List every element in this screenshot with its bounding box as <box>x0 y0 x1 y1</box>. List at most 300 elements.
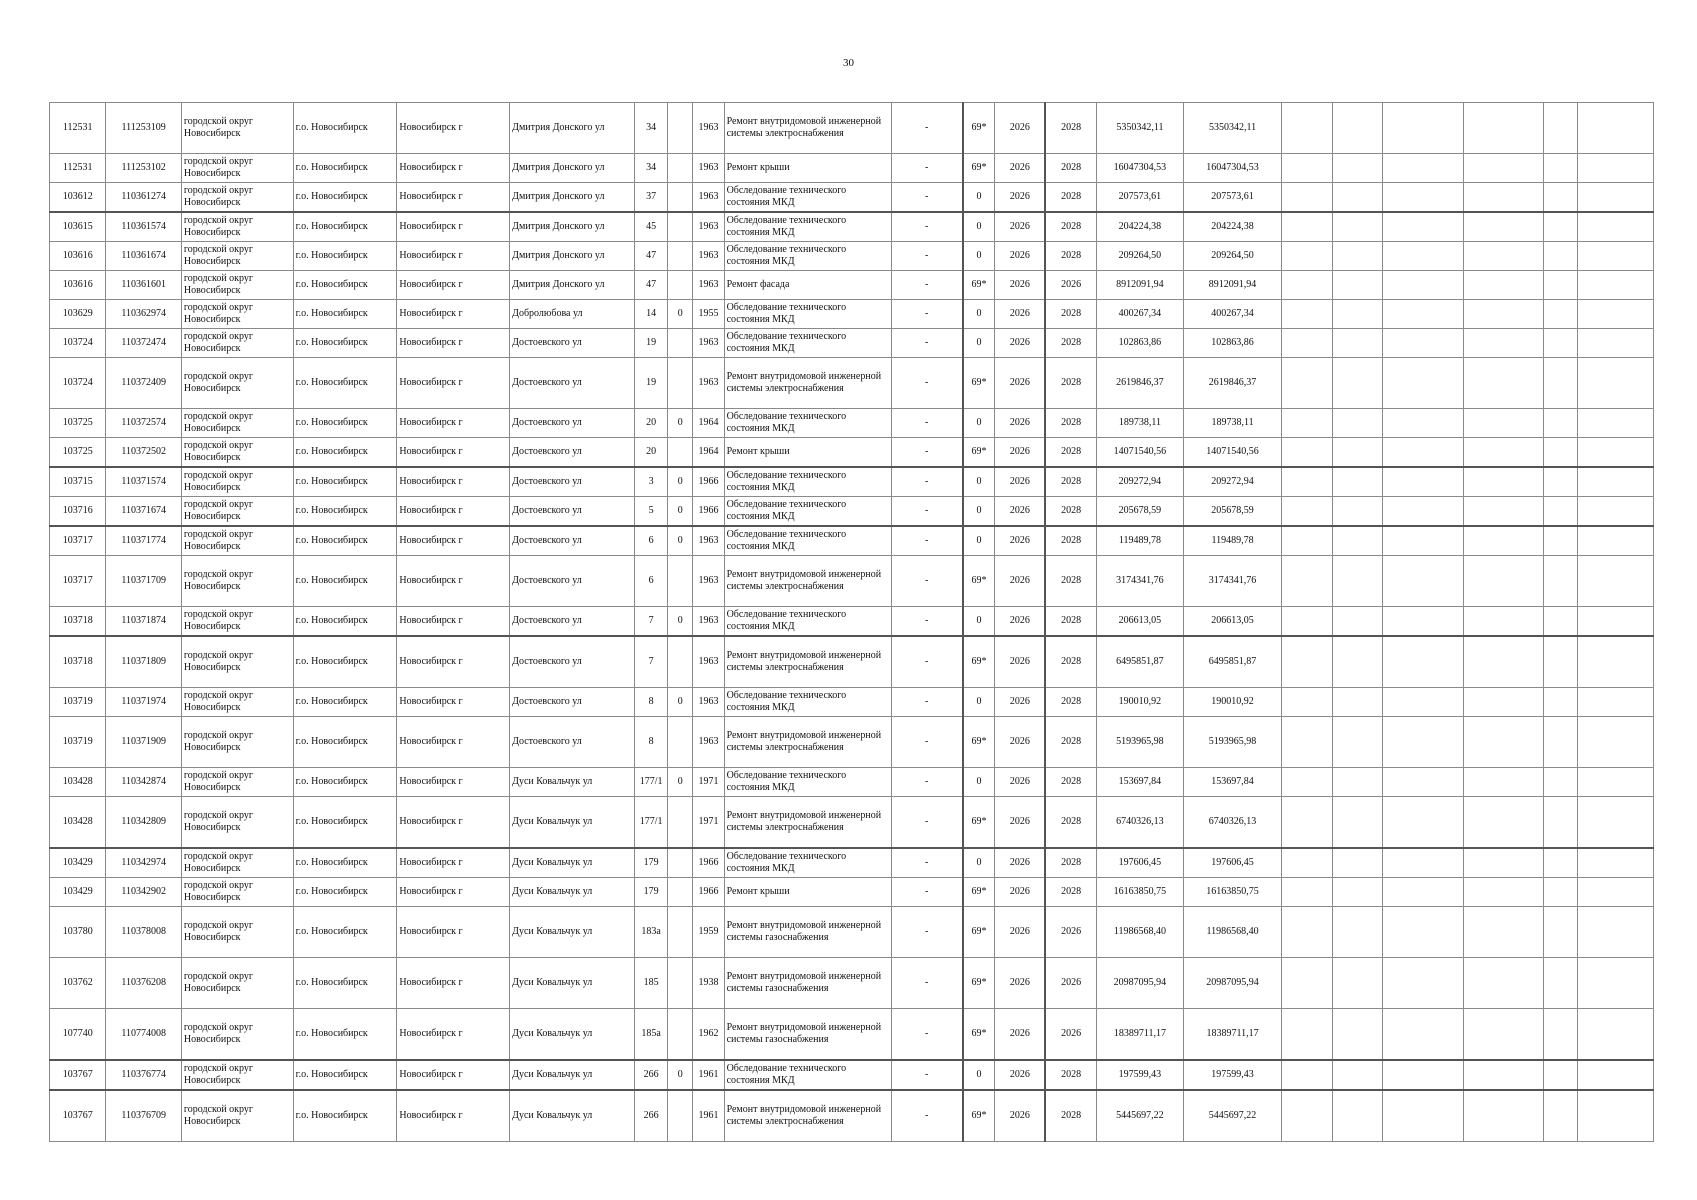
total-cost-cell: 2619846,37 <box>1183 358 1282 409</box>
house-number-cell: 5 <box>634 497 667 527</box>
work-type-cell: Обследование технического состояния МКД <box>724 329 891 358</box>
empty-cell <box>1383 242 1464 271</box>
korpus-cell <box>668 212 693 242</box>
cost-cell: 119489,78 <box>1097 526 1184 556</box>
total-cost-cell: 6495851,87 <box>1183 636 1282 688</box>
wear-cell: 0 <box>963 409 995 438</box>
empty-cell <box>1578 607 1654 637</box>
end-year-cell: 2026 <box>1045 958 1096 1009</box>
work-type-cell: Ремонт внутридомовой инженерной системы электроснабжения <box>724 358 891 409</box>
end-year-cell: 2028 <box>1045 607 1096 637</box>
start-year-cell: 2026 <box>995 768 1045 797</box>
total-cost-cell: 153697,84 <box>1183 768 1282 797</box>
total-cost-cell: 14071540,56 <box>1183 438 1282 468</box>
start-year-cell: 2026 <box>995 907 1045 958</box>
locality-cell: Новосибирск г <box>397 329 510 358</box>
empty-cell <box>1578 907 1654 958</box>
empty-cell <box>1332 103 1382 154</box>
street-cell: Добролюбова ул <box>510 300 635 329</box>
start-year-cell: 2026 <box>995 409 1045 438</box>
empty-cell <box>1383 183 1464 213</box>
wear-cell: 69* <box>963 907 995 958</box>
empty-cell <box>1332 717 1382 768</box>
end-year-cell: 2028 <box>1045 438 1096 468</box>
total-cost-cell: 102863,86 <box>1183 329 1282 358</box>
municipality-cell: г.о. Новосибирск <box>293 1009 397 1061</box>
korpus-cell: 0 <box>668 607 693 637</box>
start-year-cell: 2026 <box>995 797 1045 849</box>
build-year-cell: 1955 <box>693 300 724 329</box>
work-code-cell: 110378008 <box>106 907 182 958</box>
build-year-cell: 1963 <box>693 103 724 154</box>
empty-cell <box>1332 438 1382 468</box>
build-year-cell: 1963 <box>693 271 724 300</box>
district-cell: городской округ Новосибирск <box>181 271 293 300</box>
dash-cell: - <box>891 358 962 409</box>
total-cost-cell: 190010,92 <box>1183 688 1282 717</box>
empty-cell <box>1383 958 1464 1009</box>
house-id-cell: 103615 <box>50 212 106 242</box>
total-cost-cell: 5445697,22 <box>1183 1090 1282 1142</box>
empty-cell <box>1578 183 1654 213</box>
wear-cell: 0 <box>963 688 995 717</box>
empty-cell <box>1383 103 1464 154</box>
empty-cell <box>1282 768 1332 797</box>
total-cost-cell: 189738,11 <box>1183 409 1282 438</box>
empty-cell <box>1332 907 1382 958</box>
house-number-cell: 179 <box>634 848 667 878</box>
table-row <box>50 848 1654 878</box>
empty-cell <box>1282 636 1332 688</box>
cost-cell: 2619846,37 <box>1097 358 1184 409</box>
empty-cell <box>1332 154 1382 183</box>
house-id-cell: 103719 <box>50 688 106 717</box>
wear-cell: 69* <box>963 358 995 409</box>
empty-cell <box>1282 329 1332 358</box>
dash-cell: - <box>891 556 962 607</box>
work-code-cell: 110342974 <box>106 848 182 878</box>
start-year-cell: 2026 <box>995 183 1045 213</box>
empty-cell <box>1463 103 1544 154</box>
total-cost-cell: 206613,05 <box>1183 607 1282 637</box>
street-cell: Дуси Ковальчук ул <box>510 958 635 1009</box>
korpus-cell <box>668 907 693 958</box>
empty-cell <box>1578 438 1654 468</box>
empty-cell <box>1578 1090 1654 1142</box>
house-number-cell: 34 <box>634 154 667 183</box>
end-year-cell: 2026 <box>1045 271 1096 300</box>
total-cost-cell: 5193965,98 <box>1183 717 1282 768</box>
empty-cell <box>1332 768 1382 797</box>
korpus-cell: 0 <box>668 688 693 717</box>
empty-cell <box>1332 329 1382 358</box>
locality-cell: Новосибирск г <box>397 878 510 907</box>
empty-cell <box>1332 1060 1382 1090</box>
house-id-cell: 103717 <box>50 556 106 607</box>
house-number-cell: 177/1 <box>634 797 667 849</box>
end-year-cell: 2028 <box>1045 636 1096 688</box>
work-code-cell: 110342902 <box>106 878 182 907</box>
district-cell: городской округ Новосибирск <box>181 242 293 271</box>
cost-cell: 207573,61 <box>1097 183 1184 213</box>
house-number-cell: 3 <box>634 467 667 497</box>
municipality-cell: г.о. Новосибирск <box>293 438 397 468</box>
empty-cell <box>1282 358 1332 409</box>
build-year-cell: 1938 <box>693 958 724 1009</box>
house-id-cell: 103725 <box>50 438 106 468</box>
total-cost-cell: 197599,43 <box>1183 1060 1282 1090</box>
korpus-cell <box>668 183 693 213</box>
empty-cell <box>1463 329 1544 358</box>
work-type-cell: Ремонт крыши <box>724 438 891 468</box>
street-cell: Достоевского ул <box>510 358 635 409</box>
district-cell: городской округ Новосибирск <box>181 607 293 637</box>
work-code-cell: 110774008 <box>106 1009 182 1061</box>
municipality-cell: г.о. Новосибирск <box>293 183 397 213</box>
wear-cell: 0 <box>963 497 995 527</box>
wear-cell: 69* <box>963 636 995 688</box>
municipality-cell: г.о. Новосибирск <box>293 688 397 717</box>
house-id-cell: 103715 <box>50 467 106 497</box>
start-year-cell: 2026 <box>995 848 1045 878</box>
street-cell: Дуси Ковальчук ул <box>510 878 635 907</box>
dash-cell: - <box>891 848 962 878</box>
empty-cell <box>1544 329 1578 358</box>
table-row <box>50 907 1654 958</box>
work-type-cell: Ремонт внутридомовой инженерной системы газоснабжения <box>724 958 891 1009</box>
empty-cell <box>1383 688 1464 717</box>
empty-cell <box>1463 183 1544 213</box>
empty-cell <box>1463 1090 1544 1142</box>
start-year-cell: 2026 <box>995 526 1045 556</box>
table-row <box>50 183 1654 213</box>
empty-cell <box>1578 271 1654 300</box>
work-code-cell: 110371674 <box>106 497 182 527</box>
street-cell: Дуси Ковальчук ул <box>510 907 635 958</box>
register-table-body <box>50 103 1654 1142</box>
end-year-cell: 2028 <box>1045 1090 1096 1142</box>
house-number-cell: 14 <box>634 300 667 329</box>
empty-cell <box>1282 717 1332 768</box>
empty-cell <box>1544 717 1578 768</box>
cost-cell: 5445697,22 <box>1097 1090 1184 1142</box>
empty-cell <box>1332 958 1382 1009</box>
house-number-cell: 185а <box>634 1009 667 1061</box>
locality-cell: Новосибирск г <box>397 409 510 438</box>
wear-cell: 69* <box>963 154 995 183</box>
municipality-cell: г.о. Новосибирск <box>293 526 397 556</box>
empty-cell <box>1332 242 1382 271</box>
empty-cell <box>1463 438 1544 468</box>
municipality-cell: г.о. Новосибирск <box>293 907 397 958</box>
table-row <box>50 958 1654 1009</box>
empty-cell <box>1332 183 1382 213</box>
dash-cell: - <box>891 907 962 958</box>
build-year-cell: 1963 <box>693 183 724 213</box>
work-code-cell: 110342809 <box>106 797 182 849</box>
empty-cell <box>1282 1090 1332 1142</box>
house-number-cell: 19 <box>634 358 667 409</box>
empty-cell <box>1463 409 1544 438</box>
house-id-cell: 103780 <box>50 907 106 958</box>
end-year-cell: 2028 <box>1045 329 1096 358</box>
work-type-cell: Обследование технического состояния МКД <box>724 526 891 556</box>
district-cell: городской округ Новосибирск <box>181 154 293 183</box>
empty-cell <box>1282 878 1332 907</box>
empty-cell <box>1383 556 1464 607</box>
empty-cell <box>1544 497 1578 527</box>
empty-cell <box>1578 1060 1654 1090</box>
end-year-cell: 2028 <box>1045 878 1096 907</box>
empty-cell <box>1383 878 1464 907</box>
work-code-cell: 110361674 <box>106 242 182 271</box>
start-year-cell: 2026 <box>995 497 1045 527</box>
empty-cell <box>1383 636 1464 688</box>
dash-cell: - <box>891 607 962 637</box>
build-year-cell: 1966 <box>693 497 724 527</box>
district-cell: городской округ Новосибирск <box>181 848 293 878</box>
empty-cell <box>1383 848 1464 878</box>
empty-cell <box>1282 438 1332 468</box>
wear-cell: 69* <box>963 556 995 607</box>
cost-cell: 189738,11 <box>1097 409 1184 438</box>
wear-cell: 69* <box>963 1090 995 1142</box>
wear-cell: 0 <box>963 183 995 213</box>
empty-cell <box>1578 958 1654 1009</box>
street-cell: Достоевского ул <box>510 607 635 637</box>
total-cost-cell: 16163850,75 <box>1183 878 1282 907</box>
cost-cell: 6495851,87 <box>1097 636 1184 688</box>
table-row <box>50 768 1654 797</box>
empty-cell <box>1544 797 1578 849</box>
end-year-cell: 2026 <box>1045 1009 1096 1061</box>
empty-cell <box>1282 907 1332 958</box>
municipality-cell: г.о. Новосибирск <box>293 409 397 438</box>
work-type-cell: Обследование технического состояния МКД <box>724 467 891 497</box>
empty-cell <box>1282 242 1332 271</box>
empty-cell <box>1383 271 1464 300</box>
house-id-cell: 103428 <box>50 797 106 849</box>
build-year-cell: 1963 <box>693 717 724 768</box>
empty-cell <box>1383 358 1464 409</box>
cost-cell: 3174341,76 <box>1097 556 1184 607</box>
empty-cell <box>1332 1090 1382 1142</box>
work-code-cell: 110371909 <box>106 717 182 768</box>
empty-cell <box>1578 878 1654 907</box>
start-year-cell: 2026 <box>995 300 1045 329</box>
municipality-cell: г.о. Новосибирск <box>293 607 397 637</box>
work-type-cell: Обследование технического состояния МКД <box>724 183 891 213</box>
locality-cell: Новосибирск г <box>397 300 510 329</box>
table-row <box>50 329 1654 358</box>
cost-cell: 206613,05 <box>1097 607 1184 637</box>
table-row <box>50 1060 1654 1090</box>
work-type-cell: Ремонт внутридомовой инженерной системы электроснабжения <box>724 797 891 849</box>
cost-cell: 190010,92 <box>1097 688 1184 717</box>
end-year-cell: 2028 <box>1045 848 1096 878</box>
empty-cell <box>1332 358 1382 409</box>
empty-cell <box>1544 526 1578 556</box>
cost-cell: 205678,59 <box>1097 497 1184 527</box>
empty-cell <box>1463 688 1544 717</box>
empty-cell <box>1578 526 1654 556</box>
empty-cell <box>1282 688 1332 717</box>
start-year-cell: 2026 <box>995 329 1045 358</box>
dash-cell: - <box>891 329 962 358</box>
cost-cell: 16163850,75 <box>1097 878 1184 907</box>
work-type-cell: Ремонт внутридомовой инженерной системы электроснабжения <box>724 103 891 154</box>
korpus-cell: 0 <box>668 497 693 527</box>
empty-cell <box>1282 103 1332 154</box>
empty-cell <box>1544 212 1578 242</box>
cost-cell: 20987095,94 <box>1097 958 1184 1009</box>
work-type-cell: Обследование технического состояния МКД <box>724 607 891 637</box>
total-cost-cell: 207573,61 <box>1183 183 1282 213</box>
cost-cell: 204224,38 <box>1097 212 1184 242</box>
district-cell: городской округ Новосибирск <box>181 958 293 1009</box>
empty-cell <box>1332 409 1382 438</box>
end-year-cell: 2028 <box>1045 556 1096 607</box>
empty-cell <box>1544 103 1578 154</box>
build-year-cell: 1964 <box>693 438 724 468</box>
table-row <box>50 358 1654 409</box>
empty-cell <box>1332 878 1382 907</box>
empty-cell <box>1578 358 1654 409</box>
district-cell: городской округ Новосибирск <box>181 438 293 468</box>
wear-cell: 69* <box>963 1009 995 1061</box>
house-id-cell: 103616 <box>50 242 106 271</box>
cost-cell: 197599,43 <box>1097 1060 1184 1090</box>
empty-cell <box>1282 497 1332 527</box>
empty-cell <box>1282 154 1332 183</box>
empty-cell <box>1463 797 1544 849</box>
house-number-cell: 45 <box>634 212 667 242</box>
empty-cell <box>1463 242 1544 271</box>
empty-cell <box>1578 103 1654 154</box>
empty-cell <box>1332 688 1382 717</box>
dash-cell: - <box>891 526 962 556</box>
korpus-cell <box>668 848 693 878</box>
house-id-cell: 112531 <box>50 103 106 154</box>
build-year-cell: 1963 <box>693 636 724 688</box>
work-code-cell: 110371774 <box>106 526 182 556</box>
locality-cell: Новосибирск г <box>397 526 510 556</box>
work-code-cell: 110361274 <box>106 183 182 213</box>
work-type-cell: Ремонт внутридомовой инженерной системы газоснабжения <box>724 907 891 958</box>
house-number-cell: 185 <box>634 958 667 1009</box>
dash-cell: - <box>891 717 962 768</box>
korpus-cell <box>668 154 693 183</box>
wear-cell: 0 <box>963 848 995 878</box>
empty-cell <box>1544 183 1578 213</box>
korpus-cell <box>668 438 693 468</box>
street-cell: Дмитрия Донского ул <box>510 212 635 242</box>
end-year-cell: 2028 <box>1045 358 1096 409</box>
house-id-cell: 103429 <box>50 848 106 878</box>
dash-cell: - <box>891 878 962 907</box>
build-year-cell: 1963 <box>693 329 724 358</box>
dash-cell: - <box>891 768 962 797</box>
total-cost-cell: 16047304,53 <box>1183 154 1282 183</box>
start-year-cell: 2026 <box>995 154 1045 183</box>
empty-cell <box>1578 797 1654 849</box>
district-cell: городской округ Новосибирск <box>181 768 293 797</box>
house-number-cell: 8 <box>634 717 667 768</box>
district-cell: городской округ Новосибирск <box>181 797 293 849</box>
work-type-cell: Обследование технического состояния МКД <box>724 497 891 527</box>
locality-cell: Новосибирск г <box>397 607 510 637</box>
cost-cell: 153697,84 <box>1097 768 1184 797</box>
street-cell: Достоевского ул <box>510 467 635 497</box>
street-cell: Дуси Ковальчук ул <box>510 1090 635 1142</box>
empty-cell <box>1282 1060 1332 1090</box>
wear-cell: 0 <box>963 300 995 329</box>
empty-cell <box>1544 300 1578 329</box>
street-cell: Дуси Ковальчук ул <box>510 797 635 849</box>
house-number-cell: 20 <box>634 409 667 438</box>
empty-cell <box>1282 958 1332 1009</box>
total-cost-cell: 119489,78 <box>1183 526 1282 556</box>
empty-cell <box>1383 526 1464 556</box>
locality-cell: Новосибирск г <box>397 271 510 300</box>
municipality-cell: г.о. Новосибирск <box>293 212 397 242</box>
dash-cell: - <box>891 438 962 468</box>
empty-cell <box>1383 1060 1464 1090</box>
dash-cell: - <box>891 797 962 849</box>
start-year-cell: 2026 <box>995 1060 1045 1090</box>
house-number-cell: 266 <box>634 1090 667 1142</box>
empty-cell <box>1282 271 1332 300</box>
house-id-cell: 103725 <box>50 409 106 438</box>
house-id-cell: 103612 <box>50 183 106 213</box>
empty-cell <box>1578 467 1654 497</box>
empty-cell <box>1282 556 1332 607</box>
work-code-cell: 110371574 <box>106 467 182 497</box>
empty-cell <box>1383 154 1464 183</box>
locality-cell: Новосибирск г <box>397 358 510 409</box>
korpus-cell <box>668 797 693 849</box>
empty-cell <box>1282 1009 1332 1061</box>
empty-cell <box>1463 1060 1544 1090</box>
work-code-cell: 110371874 <box>106 607 182 637</box>
work-type-cell: Обследование технического состояния МКД <box>724 300 891 329</box>
house-number-cell: 7 <box>634 607 667 637</box>
korpus-cell <box>668 556 693 607</box>
locality-cell: Новосибирск г <box>397 1060 510 1090</box>
start-year-cell: 2026 <box>995 958 1045 1009</box>
wear-cell: 69* <box>963 271 995 300</box>
dash-cell: - <box>891 212 962 242</box>
end-year-cell: 2028 <box>1045 300 1096 329</box>
empty-cell <box>1282 212 1332 242</box>
table-row <box>50 409 1654 438</box>
total-cost-cell: 18389711,17 <box>1183 1009 1282 1061</box>
dash-cell: - <box>891 271 962 300</box>
district-cell: городской округ Новосибирск <box>181 717 293 768</box>
empty-cell <box>1544 688 1578 717</box>
municipality-cell: г.о. Новосибирск <box>293 848 397 878</box>
end-year-cell: 2028 <box>1045 242 1096 271</box>
district-cell: городской округ Новосибирск <box>181 358 293 409</box>
end-year-cell: 2028 <box>1045 409 1096 438</box>
table-row <box>50 212 1654 242</box>
district-cell: городской округ Новосибирск <box>181 329 293 358</box>
work-code-cell: 110372409 <box>106 358 182 409</box>
start-year-cell: 2026 <box>995 878 1045 907</box>
street-cell: Дмитрия Донского ул <box>510 271 635 300</box>
locality-cell: Новосибирск г <box>397 1009 510 1061</box>
empty-cell <box>1463 878 1544 907</box>
